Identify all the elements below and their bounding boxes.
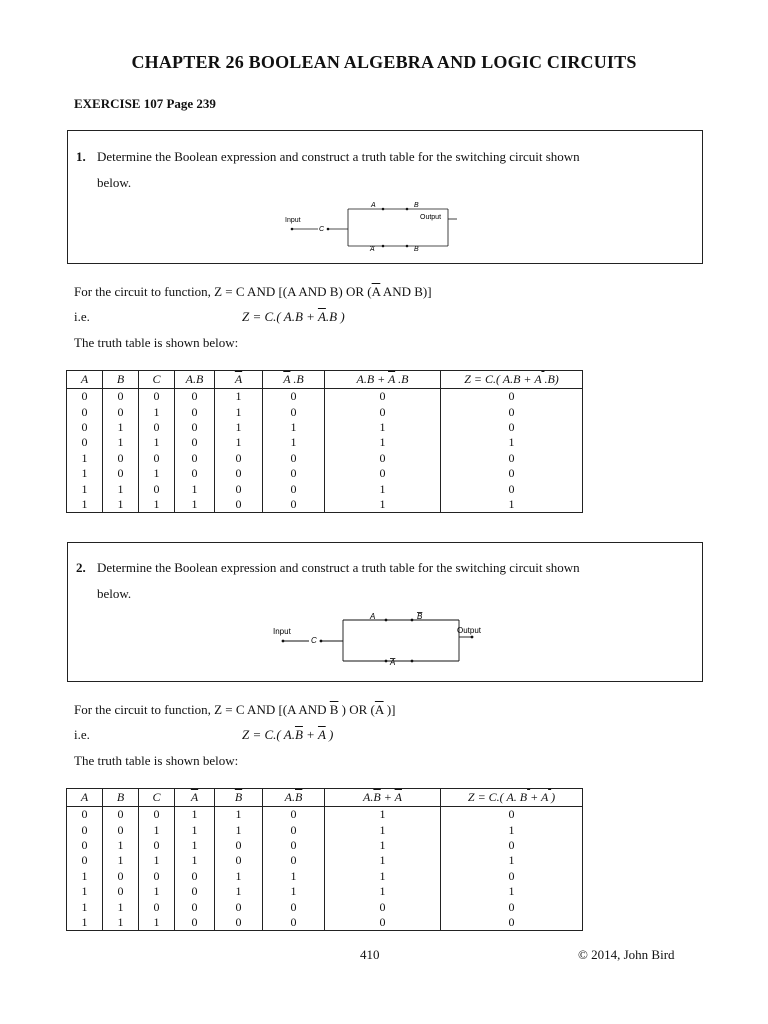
table-cell: 1 xyxy=(67,915,103,931)
table-cell: 1 xyxy=(325,481,441,496)
table-row xyxy=(67,435,583,450)
table-cell: 1 xyxy=(67,899,103,914)
q2-ie: i.e. xyxy=(74,727,90,742)
table-cell: 1 xyxy=(103,481,139,496)
table-cell: 0 xyxy=(67,822,103,837)
table-header-cell: A xyxy=(67,789,103,807)
table-cell: 0 xyxy=(263,389,325,405)
table-cell: 0 xyxy=(175,899,215,914)
switch-a-label: A xyxy=(371,202,376,209)
table-cell: 1 xyxy=(263,435,325,450)
exercise-heading: EXERCISE 107 Page 239 xyxy=(74,96,216,111)
table-cell: 0 xyxy=(263,822,325,837)
question-2-text xyxy=(76,555,692,607)
q1-ie: i.e. xyxy=(74,309,90,324)
table-cell: 0 xyxy=(441,420,583,435)
table-cell: 0 xyxy=(263,899,325,914)
table-cell: 0 xyxy=(263,807,325,823)
table-cell: 0 xyxy=(263,915,325,931)
table-cell: 0 xyxy=(441,915,583,931)
table-cell: 0 xyxy=(215,497,263,513)
table-cell: 1 xyxy=(215,807,263,823)
table-cell: 0 xyxy=(215,853,263,868)
switch-bbar-label: B xyxy=(417,612,423,621)
copyright: © 2014, John Bird xyxy=(578,947,675,962)
table-cell: 0 xyxy=(139,389,175,405)
table-cell: 1 xyxy=(67,497,103,513)
table-cell: 1 xyxy=(215,435,263,450)
table-cell: 0 xyxy=(175,466,215,481)
table-cell: 1 xyxy=(139,884,175,899)
circuit-1-output-label: Output xyxy=(420,214,442,221)
table-cell: 0 xyxy=(215,466,263,481)
table-cell: 1 xyxy=(103,420,139,435)
q2-expression: Z = C.( $A.\overline{B} + \overline{A}$ ) xyxy=(242,727,334,742)
q2-solution-line: For the circuit to function, Z = C AND [(A AND $\overline{B}$ ) OR ($\overline{A}$ )] xyxy=(74,702,396,717)
table-row xyxy=(67,497,583,513)
switch-a2-label: A xyxy=(370,612,376,621)
table-cell: 0 xyxy=(215,838,263,853)
table-cell: 1 xyxy=(215,884,263,899)
table-cell: 0 xyxy=(325,915,441,931)
table-row xyxy=(67,899,583,914)
table-cell: 1 xyxy=(325,838,441,853)
table-header-cell: $A.\overline{B}$ xyxy=(263,789,325,807)
table-cell: 1 xyxy=(67,466,103,481)
table-cell: 0 xyxy=(67,807,103,823)
table-header-cell: B xyxy=(103,371,139,389)
table-cell: 0 xyxy=(175,389,215,405)
table-cell: 1 xyxy=(139,404,175,419)
table-cell: 1 xyxy=(441,497,583,513)
table-header-cell: A.B xyxy=(175,371,215,389)
table-cell: 1 xyxy=(215,869,263,884)
table-row xyxy=(67,420,583,435)
table-cell: 0 xyxy=(215,481,263,496)
truth-table-1 xyxy=(66,370,583,513)
question-1-number: 1. xyxy=(76,149,86,164)
table-row xyxy=(67,884,583,899)
table-cell: 0 xyxy=(325,389,441,405)
table-header-cell: A xyxy=(67,371,103,389)
table-cell: 1 xyxy=(441,435,583,450)
table-row xyxy=(67,451,583,466)
table-cell: 1 xyxy=(325,497,441,513)
table-cell: 1 xyxy=(175,853,215,868)
table-cell: 1 xyxy=(67,481,103,496)
table-cell: 0 xyxy=(175,420,215,435)
table-header-cell: Z = C.( A. B + A ) xyxy=(441,789,583,807)
table-row xyxy=(67,838,583,853)
table-cell: 1 xyxy=(325,807,441,823)
table-cell: 1 xyxy=(139,822,175,837)
table-cell: 1 xyxy=(175,807,215,823)
table-cell: 1 xyxy=(103,899,139,914)
table-cell: 0 xyxy=(263,481,325,496)
question-2-box xyxy=(67,542,703,682)
table-cell: 0 xyxy=(325,466,441,481)
table-cell: 0 xyxy=(139,869,175,884)
table-cell: 0 xyxy=(215,915,263,931)
table-row xyxy=(67,481,583,496)
table-cell: 0 xyxy=(103,466,139,481)
table-cell: 0 xyxy=(215,451,263,466)
table-cell: 0 xyxy=(441,404,583,419)
table-cell: 1 xyxy=(441,822,583,837)
table-cell: 0 xyxy=(103,807,139,823)
table-cell: 1 xyxy=(139,853,175,868)
question-1-text xyxy=(76,144,692,196)
table-cell: 0 xyxy=(175,435,215,450)
switch-abar2-label: A xyxy=(390,658,396,665)
table-row xyxy=(67,404,583,419)
table-cell: 1 xyxy=(103,853,139,868)
switch-b-label: B xyxy=(414,202,419,209)
table-cell: 1 xyxy=(175,822,215,837)
table-cell: 1 xyxy=(67,451,103,466)
table-cell: 1 xyxy=(441,853,583,868)
table-cell: 0 xyxy=(441,807,583,823)
table-cell: 1 xyxy=(263,420,325,435)
circuit-diagram-2 xyxy=(271,609,495,665)
table-cell: 0 xyxy=(67,404,103,419)
table-cell: 1 xyxy=(325,884,441,899)
table-cell: 0 xyxy=(67,853,103,868)
question-2-line-1: Determine the Boolean expression and construct a truth table for the switching circuit shown xyxy=(97,560,580,575)
table-row xyxy=(67,853,583,868)
table-cell: 1 xyxy=(215,822,263,837)
table-header-cell: $A.\overline{B} + \overline{A}$ xyxy=(325,789,441,807)
table-cell: 0 xyxy=(139,899,175,914)
table-row xyxy=(67,389,583,405)
table-cell: 1 xyxy=(325,822,441,837)
truth-table-2 xyxy=(66,788,583,931)
table-cell: 1 xyxy=(175,497,215,513)
question-2-line-2: below. xyxy=(97,586,132,601)
switch-abar-label: A xyxy=(370,246,375,253)
table-cell: 0 xyxy=(139,451,175,466)
table-cell: 0 xyxy=(263,466,325,481)
table-cell: 0 xyxy=(67,838,103,853)
table-cell: 1 xyxy=(67,884,103,899)
table-cell: 0 xyxy=(103,451,139,466)
table-cell: 0 xyxy=(263,853,325,868)
table-cell: 1 xyxy=(215,420,263,435)
table-cell: 0 xyxy=(139,481,175,496)
table-cell: 0 xyxy=(325,451,441,466)
circuit-2-output-label: Output xyxy=(457,626,482,635)
table-cell: 1 xyxy=(325,435,441,450)
q1-expression: Z = C.( $A.B + \overline{A}.B$ ) xyxy=(242,309,345,324)
table-header-cell: $\overline{B}$ xyxy=(215,789,263,807)
table-cell: 0 xyxy=(103,869,139,884)
table-row xyxy=(67,822,583,837)
table-cell: 1 xyxy=(263,869,325,884)
table-cell: 1 xyxy=(325,869,441,884)
table-cell: 1 xyxy=(325,853,441,868)
table-cell: 0 xyxy=(103,389,139,405)
table-cell: 1 xyxy=(215,404,263,419)
table-cell: 0 xyxy=(175,869,215,884)
q2-table-intro: The truth table is shown below: xyxy=(74,753,239,768)
q1-table-intro: The truth table is shown below: xyxy=(74,335,239,350)
table-cell: 0 xyxy=(441,451,583,466)
table-cell: 0 xyxy=(67,420,103,435)
table-cell: 1 xyxy=(263,884,325,899)
table-row xyxy=(67,807,583,823)
table-row xyxy=(67,466,583,481)
circuit-diagram-1 xyxy=(282,201,462,253)
table-cell: 0 xyxy=(441,869,583,884)
table-cell: 1 xyxy=(139,915,175,931)
table-cell: 0 xyxy=(215,899,263,914)
table-cell: 0 xyxy=(67,389,103,405)
switch-b2-label: B xyxy=(414,246,419,253)
table-cell: 0 xyxy=(263,404,325,419)
table-cell: 0 xyxy=(175,915,215,931)
table-cell: 0 xyxy=(139,420,175,435)
table-cell: 0 xyxy=(441,838,583,853)
table-cell: 0 xyxy=(325,899,441,914)
table-cell: 1 xyxy=(139,466,175,481)
table-cell: 0 xyxy=(325,404,441,419)
chapter-title: CHAPTER 26 BOOLEAN ALGEBRA AND LOGIC CIRCUITS xyxy=(131,52,637,72)
table-cell: 1 xyxy=(139,435,175,450)
table-cell: 1 xyxy=(103,915,139,931)
table-cell: 0 xyxy=(441,899,583,914)
table-header-cell: B xyxy=(103,789,139,807)
page-number: 410 xyxy=(360,947,380,962)
question-1-line-1: Determine the Boolean expression and construct a truth table for the switching circuit shown xyxy=(97,149,580,164)
table-cell: 1 xyxy=(441,884,583,899)
q1-solution-line: For the circuit to function, Z = C AND [(A AND B) OR ($\overline{A}$ AND B)] xyxy=(74,284,432,299)
question-1-box xyxy=(67,130,703,264)
table-header-cell: $\overline{A}$ xyxy=(175,789,215,807)
table-row xyxy=(67,869,583,884)
table-header-cell: C xyxy=(139,371,175,389)
table-header-cell: $A.B + \overline{A}$ .B xyxy=(325,371,441,389)
table-cell: 1 xyxy=(139,497,175,513)
table-cell: 1 xyxy=(175,481,215,496)
question-1-line-2: below. xyxy=(97,175,132,190)
table-cell: 0 xyxy=(103,822,139,837)
table-cell: 0 xyxy=(139,807,175,823)
table-cell: 0 xyxy=(441,481,583,496)
table-cell: 0 xyxy=(139,838,175,853)
table-cell: 0 xyxy=(103,884,139,899)
table-cell: 1 xyxy=(103,497,139,513)
circuit-1-input-label: Input xyxy=(285,217,301,224)
table-cell: 0 xyxy=(263,497,325,513)
table-cell: 0 xyxy=(67,435,103,450)
table-row xyxy=(67,915,583,931)
table-header-cell: $\overline{A}$ xyxy=(215,371,263,389)
table-header-cell: Z = C.( A.B + A .B) xyxy=(441,371,583,389)
table-cell: 1 xyxy=(215,389,263,405)
table-header-cell: $\overline{A}$ .B xyxy=(263,371,325,389)
switch-c2-label: C xyxy=(311,636,317,645)
switch-c-label: C xyxy=(319,226,325,233)
table-cell: 0 xyxy=(263,451,325,466)
table-cell: 0 xyxy=(175,451,215,466)
table-header-cell: C xyxy=(139,789,175,807)
circuit-2-input-label: Input xyxy=(273,627,291,636)
table-cell: 1 xyxy=(175,838,215,853)
table-cell: 0 xyxy=(103,404,139,419)
table-cell: 0 xyxy=(175,404,215,419)
table-cell: 0 xyxy=(441,389,583,405)
table-cell: 0 xyxy=(175,884,215,899)
table-cell: 0 xyxy=(263,838,325,853)
table-cell: 1 xyxy=(67,869,103,884)
table-cell: 1 xyxy=(103,435,139,450)
question-2-number: 2. xyxy=(76,560,86,575)
table-cell: 1 xyxy=(103,838,139,853)
table-cell: 0 xyxy=(441,466,583,481)
table-cell: 1 xyxy=(325,420,441,435)
